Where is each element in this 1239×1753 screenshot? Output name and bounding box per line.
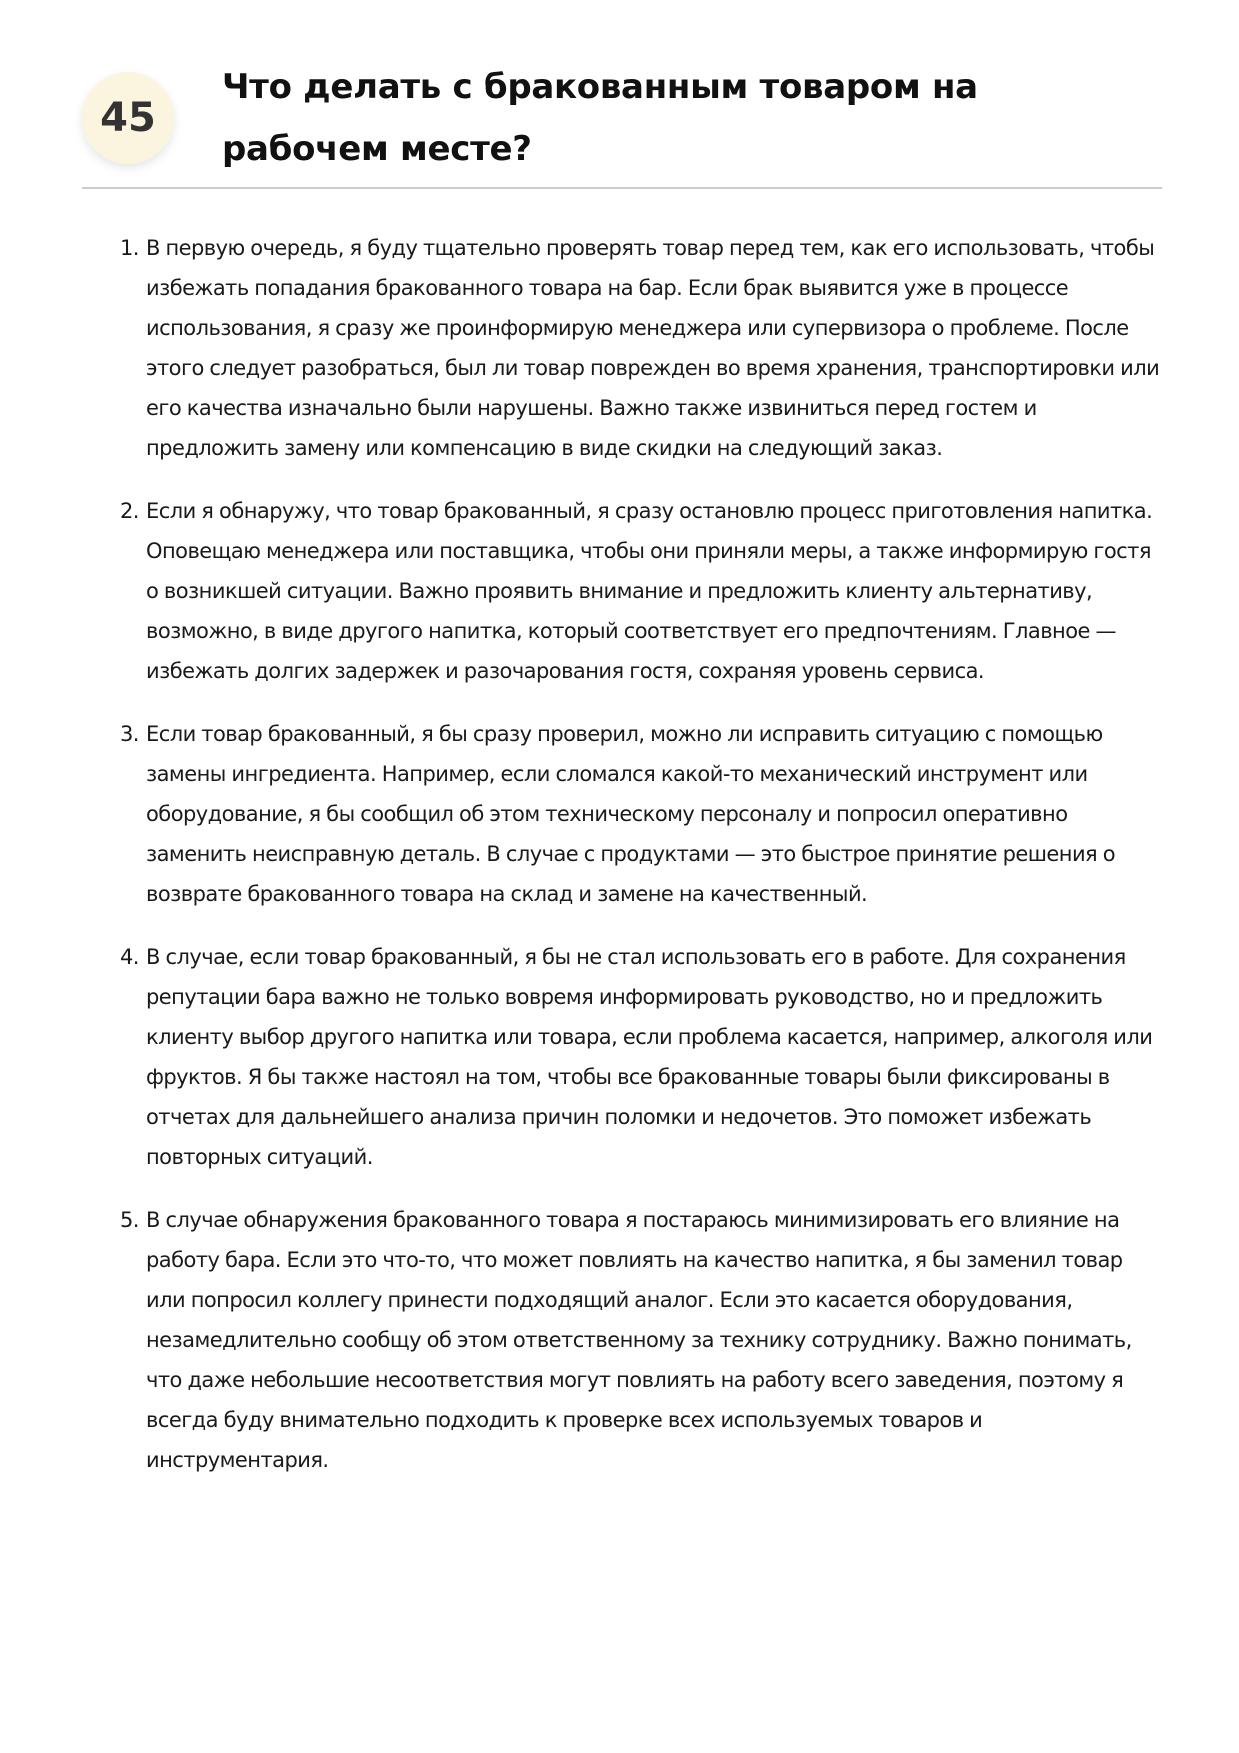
answer-item — [102, 937, 1162, 1177]
answer-list — [102, 228, 1162, 1503]
answer-number: 1. — [120, 236, 139, 260]
question-title: Что делать с бракованным товаром на рабочем месте? — [222, 67, 978, 169]
answer-number: 4. — [120, 945, 139, 969]
question-number-badge: 45 — [82, 72, 174, 164]
answer-number: 2. — [120, 499, 139, 523]
answer-item — [102, 228, 1162, 468]
answer-text: Если я обнаружу, что товар бракованный, я сразу остановлю процесс приготовления напитка. Оповещаю менеджера или поставщика, чтобы они приняли меры, а также информирую гостя о возникшей ситуации. Важно проявить внимание и предложить клиенту альтернативу, возможно, в виде другого напитка, который соответствует его предпочтениям. Главное — избежать долгих задержек и разочарования гостя, сохраняя уровень сервиса. — [146, 499, 1153, 683]
answer-text: Если товар бракованный, я бы сразу проверил, можно ли исправить ситуацию с помощью замены ингредиента. Например, если сломался какой-то механический инструмент или оборудование, я бы сообщил об этом техническому персоналу и попросил оперативно заменить неисправную деталь. В случае с продуктами — это быстрое принятие решения о возврате бракованного товара на склад и замене на качественный. — [146, 722, 1116, 906]
answer-item — [102, 1200, 1162, 1480]
answer-text: В первую очередь, я буду тщательно проверять товар перед тем, как его использовать, чтобы избежать попадания бракованного товара на бар. Если брак выявится уже в процессе использования, я сразу же проинформирую менеджера или супервизора о проблеме. После этого следует разобраться, был ли товар поврежден во время хранения, транспортировки или его качества изначально были нарушены. Важно также извиниться перед гостем и предложить замену или компенсацию в виде скидки на следующий заказ. — [146, 236, 1160, 460]
question-header — [82, 56, 1162, 188]
answer-number: 5. — [120, 1208, 139, 1232]
answer-text: В случае обнаружения бракованного товара я постараюсь минимизировать его влияние на работу бара. Если это что-то, что может повлиять на качество напитка, я бы заменил товар или попросил коллегу принести подходящий аналог. Если это касается оборудования, незамедлительно сообщу об этом ответственному за технику сотруднику. Важно понимать, что даже небольшие несоответствия могут повлиять на работу всего заведения, поэтому я всегда буду внимательно подходить к проверке всех используемых товаров и инструментария. — [146, 1208, 1132, 1472]
answer-text: В случае, если товар бракованный, я бы не стал использовать его в работе. Для сохранения репутации бара важно не только вовремя информировать руководство, но и предложить клиенту выбор другого напитка или товара, если проблема касается, например, алкоголя или фруктов. Я бы также настоял на том, чтобы все бракованные товары были фиксированы в отчетах для дальнейшего анализа причин поломки и недочетов. Это поможет избежать повторных ситуаций. — [146, 945, 1153, 1169]
answer-item — [102, 714, 1162, 914]
header-divider — [82, 187, 1162, 189]
answer-item — [102, 491, 1162, 691]
answer-number: 3. — [120, 722, 139, 746]
